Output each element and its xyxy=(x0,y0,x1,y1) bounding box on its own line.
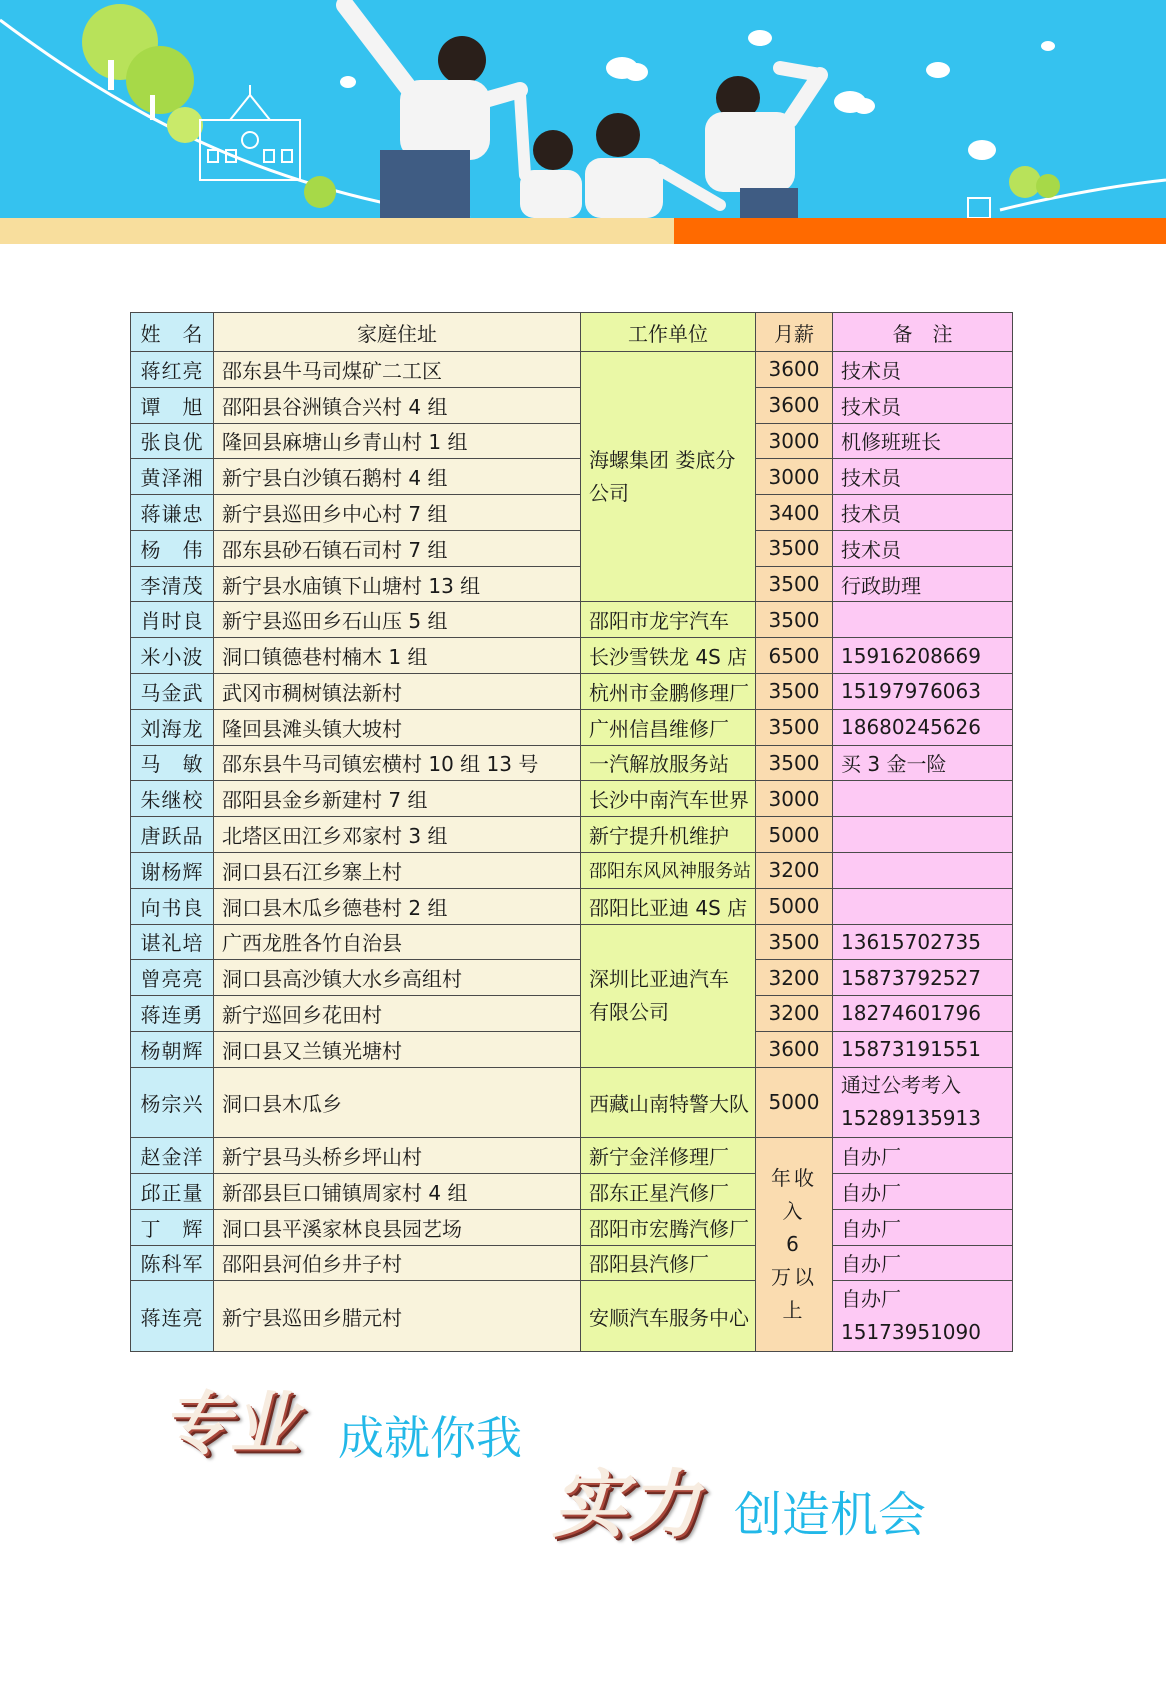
cell-workplace: 新宁提升机维护 xyxy=(581,817,756,853)
cell-name: 张良优 xyxy=(131,423,214,459)
cell-name: 马金武 xyxy=(131,674,214,710)
banner-stripe-orange xyxy=(674,218,1166,244)
cell-address: 新宁县水庙镇下山塘村 13 组 xyxy=(214,566,581,602)
cell-address: 广西龙胜各竹自治县 xyxy=(214,924,581,960)
cell-address: 新宁巡回乡花田村 xyxy=(214,996,581,1032)
cell-address: 洞口县又兰镇光塘村 xyxy=(214,1031,581,1067)
cell-name: 邱正量 xyxy=(131,1173,214,1209)
slogan-text-line2: 创造机会 xyxy=(734,1487,927,1543)
cell-remark xyxy=(833,817,1013,853)
cell-remark xyxy=(833,852,1013,888)
cell-address: 邵东县牛马司镇宏横村 10 组 13 号 xyxy=(214,745,581,781)
cell-remark: 技术员 xyxy=(833,530,1013,566)
cell-workplace: 邵阳市宏腾汽修厂 xyxy=(581,1209,756,1245)
cell-salary: 3500 xyxy=(756,602,833,638)
cell-salary: 5000 xyxy=(756,888,833,924)
cell-name: 杨朝辉 xyxy=(131,1031,214,1067)
table-row xyxy=(131,495,1013,531)
table-row xyxy=(131,638,1013,674)
table-row xyxy=(131,1067,1013,1138)
table-row xyxy=(131,1245,1013,1281)
table-row xyxy=(131,745,1013,781)
cell-name: 谢杨辉 xyxy=(131,852,214,888)
cell-name: 谭 旭 xyxy=(131,387,214,423)
cell-remark: 15873792527 xyxy=(833,960,1013,996)
cell-workplace: 新宁金洋修理厂 xyxy=(581,1138,756,1174)
cell-salary: 3500 xyxy=(756,566,833,602)
cell-name: 马 敏 xyxy=(131,745,214,781)
table-row xyxy=(131,459,1013,495)
cell-remark: 15197976063 xyxy=(833,674,1013,710)
cell-address: 武冈市稠树镇法新村 xyxy=(214,674,581,710)
cell-remark xyxy=(833,781,1013,817)
cell-address: 邵阳县河伯乡井子村 xyxy=(214,1245,581,1281)
table-row xyxy=(131,1031,1013,1067)
cell-workplace-group: 海螺集团 娄底分公司 xyxy=(581,352,756,602)
cell-remark xyxy=(833,602,1013,638)
cell-salary: 6500 xyxy=(756,638,833,674)
cell-salary-group: 年收 入 6 万以 上 xyxy=(756,1138,833,1352)
cell-salary: 3600 xyxy=(756,387,833,423)
cell-remark: 自办厂 15173951090 xyxy=(833,1281,1013,1352)
table-row xyxy=(131,781,1013,817)
slogan-text-line1: 成就你我 xyxy=(338,1411,522,1465)
cell-workplace: 安顺汽车服务中心 xyxy=(581,1281,756,1352)
cell-workplace: 广州信昌维修厂 xyxy=(581,709,756,745)
graduate-employment-table xyxy=(130,312,1013,1352)
cell-salary: 3500 xyxy=(756,709,833,745)
table-row xyxy=(131,709,1013,745)
cell-address: 洞口县木瓜乡德巷村 2 组 xyxy=(214,888,581,924)
header-name: 姓 名 xyxy=(131,313,214,352)
cell-remark: 15873191551 xyxy=(833,1031,1013,1067)
cell-workplace: 西藏山南特警大队 xyxy=(581,1067,756,1138)
cell-workplace: 长沙雪铁龙 4S 店 xyxy=(581,638,756,674)
cell-workplace: 邵阳市龙宇汽车 xyxy=(581,602,756,638)
cell-remark: 机修班班长 xyxy=(833,423,1013,459)
table-header-row xyxy=(131,313,1013,352)
cell-workplace: 杭州市金鹏修理厂 xyxy=(581,674,756,710)
cell-address: 邵东县牛马司煤矿二工区 xyxy=(214,352,581,388)
cell-salary: 3200 xyxy=(756,960,833,996)
cell-name: 朱继校 xyxy=(131,781,214,817)
cell-address: 洞口县高沙镇大水乡高组村 xyxy=(214,960,581,996)
cell-salary: 3000 xyxy=(756,423,833,459)
cell-salary: 3600 xyxy=(756,1031,833,1067)
cell-address: 新宁县白沙镇石鹅村 4 组 xyxy=(214,459,581,495)
table-row xyxy=(131,352,1013,388)
cell-workplace-group: 深圳比亚迪汽车 有限公司 xyxy=(581,924,756,1067)
cell-address: 邵阳县谷洲镇合兴村 4 组 xyxy=(214,387,581,423)
cell-name: 曾亮亮 xyxy=(131,960,214,996)
cell-name: 李清茂 xyxy=(131,566,214,602)
table-row xyxy=(131,924,1013,960)
cell-workplace: 邵阳县汽修厂 xyxy=(581,1245,756,1281)
cell-workplace: 邵阳东风风神服务站 xyxy=(581,852,756,888)
header-banner xyxy=(0,0,1166,218)
cell-salary: 3500 xyxy=(756,674,833,710)
cell-salary: 3400 xyxy=(756,495,833,531)
cell-remark: 技术员 xyxy=(833,352,1013,388)
cell-name: 杨 伟 xyxy=(131,530,214,566)
banner-illustration xyxy=(0,0,1166,218)
cell-salary: 3600 xyxy=(756,352,833,388)
table-row xyxy=(131,387,1013,423)
cell-remark: 技术员 xyxy=(833,495,1013,531)
cell-address: 洞口镇德巷村楠木 1 组 xyxy=(214,638,581,674)
cell-address: 新宁县巡田乡石山压 5 组 xyxy=(214,602,581,638)
cell-workplace: 长沙中南汽车世界 xyxy=(581,781,756,817)
cell-remark: 自办厂 xyxy=(833,1138,1013,1174)
cell-name: 陈科军 xyxy=(131,1245,214,1281)
slogan-emphasis-professional: 专业 xyxy=(162,1384,299,1464)
cell-address: 新宁县马头桥乡坪山村 xyxy=(214,1138,581,1174)
cell-name: 刘海龙 xyxy=(131,709,214,745)
cell-name: 向书良 xyxy=(131,888,214,924)
cell-name: 肖时良 xyxy=(131,602,214,638)
cell-address: 北塔区田江乡邓家村 3 组 xyxy=(214,817,581,853)
cell-remark: 技术员 xyxy=(833,459,1013,495)
cell-remark: 自办厂 xyxy=(833,1209,1013,1245)
cell-name: 黄泽湘 xyxy=(131,459,214,495)
cell-name: 米小波 xyxy=(131,638,214,674)
cell-remark: 自办厂 xyxy=(833,1245,1013,1281)
slogan-emphasis-strength: 实力 xyxy=(552,1462,700,1548)
cell-remark: 自办厂 xyxy=(833,1173,1013,1209)
cell-remark: 行政助理 xyxy=(833,566,1013,602)
cell-salary: 3500 xyxy=(756,924,833,960)
cell-remark: 15916208669 xyxy=(833,638,1013,674)
cell-name: 赵金洋 xyxy=(131,1138,214,1174)
cell-workplace: 邵阳比亚迪 4S 店 xyxy=(581,888,756,924)
cell-name: 蒋谦忠 xyxy=(131,495,214,531)
table-row xyxy=(131,1209,1013,1245)
cell-remark: 通过公考考入 15289135913 xyxy=(833,1067,1013,1138)
cell-name: 谌礼培 xyxy=(131,924,214,960)
header-remark: 备 注 xyxy=(833,313,1013,352)
header-address: 家庭住址 xyxy=(214,313,581,352)
cell-salary: 5000 xyxy=(756,817,833,853)
table-row xyxy=(131,566,1013,602)
table-row xyxy=(131,530,1013,566)
cell-remark: 18274601796 xyxy=(833,996,1013,1032)
cell-address: 新邵县巨口铺镇周家村 4 组 xyxy=(214,1173,581,1209)
cell-workplace: 邵东正星汽修厂 xyxy=(581,1173,756,1209)
cell-remark: 13615702735 xyxy=(833,924,1013,960)
cell-salary: 5000 xyxy=(756,1067,833,1138)
table-row xyxy=(131,423,1013,459)
table-row xyxy=(131,960,1013,996)
banner-stripe-cream xyxy=(0,218,674,244)
cell-salary: 3500 xyxy=(756,530,833,566)
cell-salary: 3500 xyxy=(756,745,833,781)
cell-address: 洞口县木瓜乡 xyxy=(214,1067,581,1138)
cell-address: 隆回县滩头镇大坡村 xyxy=(214,709,581,745)
cell-name: 丁 辉 xyxy=(131,1209,214,1245)
cell-address: 洞口县石江乡寨上村 xyxy=(214,852,581,888)
cell-address: 邵东县砂石镇石司村 7 组 xyxy=(214,530,581,566)
cell-salary: 3200 xyxy=(756,996,833,1032)
cell-salary: 3000 xyxy=(756,459,833,495)
header-workplace: 工作单位 xyxy=(581,313,756,352)
cell-remark: 18680245626 xyxy=(833,709,1013,745)
cell-name: 杨宗兴 xyxy=(131,1067,214,1138)
table-row xyxy=(131,1138,1013,1174)
header-salary: 月薪 xyxy=(756,313,833,352)
table-row xyxy=(131,602,1013,638)
table-row xyxy=(131,1281,1013,1352)
cell-workplace: 一汽解放服务站 xyxy=(581,745,756,781)
cell-remark xyxy=(833,888,1013,924)
cell-remark: 买 3 金一险 xyxy=(833,745,1013,781)
table-row xyxy=(131,996,1013,1032)
cell-remark: 技术员 xyxy=(833,387,1013,423)
cell-name: 蒋连勇 xyxy=(131,996,214,1032)
cell-name: 蒋连亮 xyxy=(131,1281,214,1352)
cell-salary: 3200 xyxy=(756,852,833,888)
table-row xyxy=(131,888,1013,924)
cell-address: 新宁县巡田乡腊元村 xyxy=(214,1281,581,1352)
table-row xyxy=(131,852,1013,888)
cell-address: 新宁县巡田乡中心村 7 组 xyxy=(214,495,581,531)
cell-name: 唐跃品 xyxy=(131,817,214,853)
table-row xyxy=(131,674,1013,710)
cell-address: 隆回县麻塘山乡青山村 1 组 xyxy=(214,423,581,459)
table-row xyxy=(131,1173,1013,1209)
cell-name: 蒋红亮 xyxy=(131,352,214,388)
table-row xyxy=(131,817,1013,853)
cell-address: 洞口县平溪家林良县园艺场 xyxy=(214,1209,581,1245)
cell-salary: 3000 xyxy=(756,781,833,817)
cell-address: 邵阳县金乡新建村 7 组 xyxy=(214,781,581,817)
